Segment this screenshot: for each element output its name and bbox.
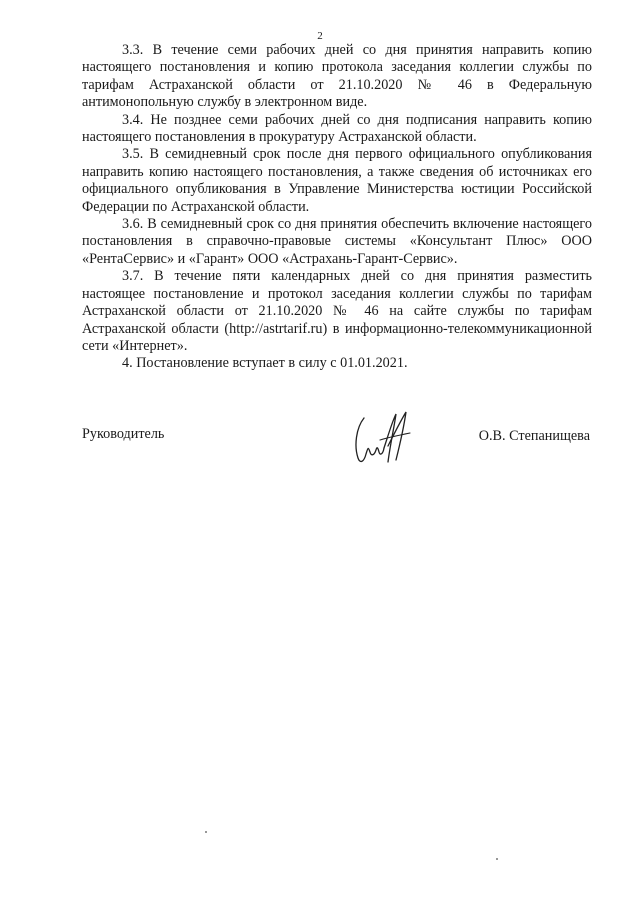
paragraph-3-6: 3.6. В семидневный срок со дня принятия обеспечить включение настоящего постановления в справочно-правовые системы «Консультант Плюс» ООО «РентаСервис» и «Гарант» ООО «Астрахань-Гарант-Сервис».: [82, 216, 592, 267]
paragraph-3-3: 3.3. В течение семи рабочих дней со дня принятия направить копию настоящего постановления и копию протокола заседания коллегии службы по тарифам Астраханской области от 21.10.2020 № 46 в Федеральную антимонопольную службу в электронном виде.: [82, 42, 592, 111]
document-body: [82, 42, 592, 373]
handwritten-signature-icon: [350, 406, 420, 472]
paragraph-4: 4. Постановление вступает в силу с 01.01.2021.: [122, 355, 408, 372]
paragraph-3-4: 3.4. Не позднее семи рабочих дней со дня подписания направить копию настоящего постановления в прокуратуру Астраханской области.: [82, 111, 592, 146]
paragraph-3-7: 3.7. В течение пяти календарных дней со дня принятия разместить настоящее постановление и протокол заседания коллегии службы по тарифам Астраханской области от 21.10.2020 № 46 на сайте службы по тарифам Астраханской области (http://astrtarif.ru) в информационно-телекоммуникационной сети «Интернет».: [82, 268, 592, 354]
page-number: 2: [317, 30, 323, 42]
scan-speck: [205, 831, 207, 833]
signer-name: О.В. Степанищева: [478, 428, 590, 444]
scan-speck: [496, 858, 498, 860]
signature-block: [82, 406, 592, 476]
signer-title: Руководитель: [82, 426, 165, 442]
paragraph-3-5: 3.5. В семидневный срок после дня первого официального опубликования направить копию настоящего постановления, а также сведения об источниках его официального опубликования в Управление Министерства юстиции Российской Федерации по Астраханской области.: [82, 146, 592, 215]
